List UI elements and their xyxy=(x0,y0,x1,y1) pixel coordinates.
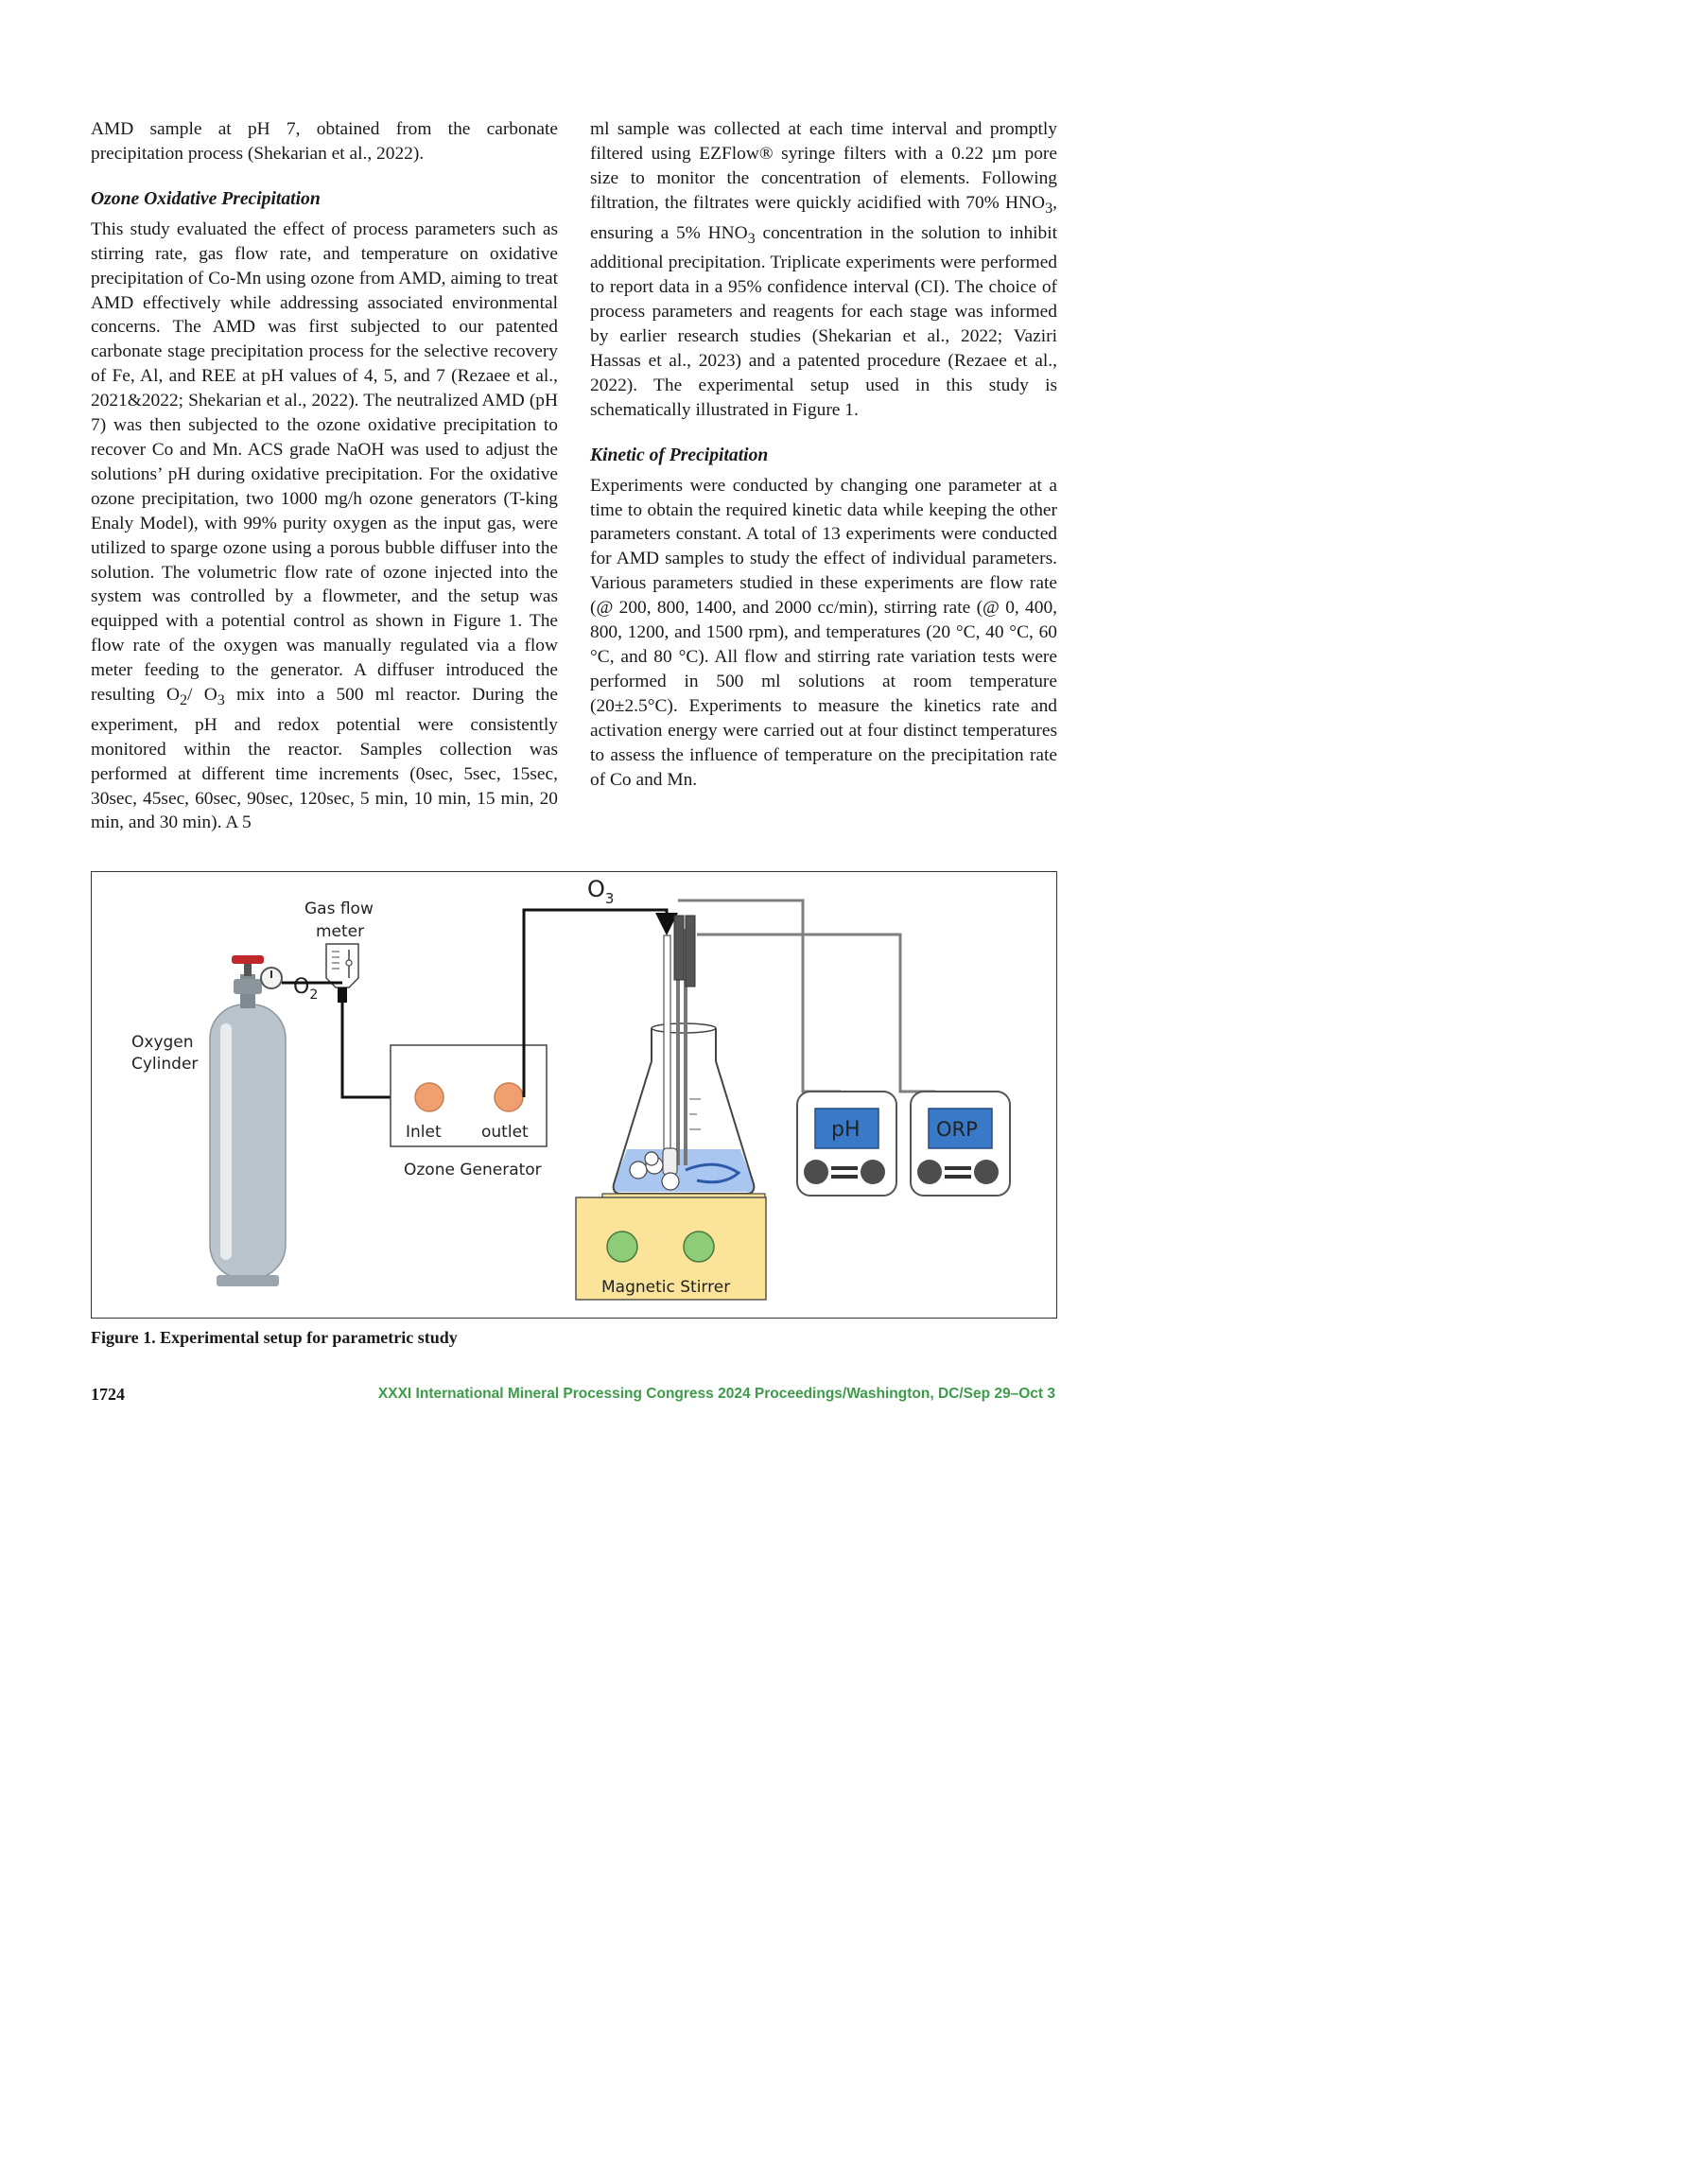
inlet-port-icon xyxy=(415,1083,443,1111)
paragraph xyxy=(590,117,1057,423)
text-run: This study evaluated the effect of process parameters such as stirring rate, gas flow rate, and temperature on oxidative precipitation of Co-Mn using ozone from AMD, aiming to treat AMD effectively while addressing associated environmental concerns. The AMD was first subjected to our patented carbonate stage precipitation process for the selective recovery of Fe, Al, and REE at pH values of 4, 5, and 7 (Rezaee et al., 2021&2022; Shekarian et al., 2022). The neutralized AMD (pH 7) was then subjected to the ozone oxidative precipitation to recover Co and Mn. ACS grade NaOH was used to adjust the solutions’ pH during oxidative precipitation. For the oxidative ozone precipitation, two 1000 mg/h ozone generators (T-king Enaly Model), with 99% purity oxygen as the input gas, were utilized to sparge ozone using a porous bubble diffuser into the solution. The volumetric flow rate of ozone injected into the system was controlled by a flowmeter, and the setup was equipped with a potential control as shown in Figure 1. The flow rate of the oxygen was manually regulated via a flow meter feeding to the generator. A diffuser introduced the resulting O xyxy=(91,218,558,706)
ph-probe-cable xyxy=(678,900,841,1092)
right-column xyxy=(590,117,1057,792)
text-run: , ensuring a 5% HNO xyxy=(590,192,1057,243)
text-run: mix into a 500 ml reactor. During the experiment, pH and redox potential were consistently monitored within the reactor. Samples collection was performed at different time increments (0sec, 5sec, 15sec, 30sec, 45sec, 60sec, 90sec, 120sec, 5 min, 10 min, 15 min, 20 min, and 30 min). A 5 xyxy=(91,685,558,833)
text-run: ml sample was collected at each time interval and promptly filtered using EZFlow® syringe filters with a 0.22 µm pore size to monitor the concentration of elements. Following filtration, the filtrates were quickly acidified with 70% HNO xyxy=(590,119,1057,213)
stirrer-knob-icon xyxy=(684,1232,714,1262)
ph-label: pH xyxy=(831,1118,861,1142)
meter-connector xyxy=(831,1175,858,1179)
section-heading: Kinetic of Precipitation xyxy=(590,445,769,465)
reactor-flask xyxy=(614,916,755,1194)
text-run: concentration in the solution to inhibit additional precipitation. Triplicate experiments were performed to report data in a 95% confidence interval (CI). The choice of process parameters and reagents for each stage was informed by earlier research studies (Shekarian et al., 2022; Vaziri Hassas et al., 2023) and a patented procedure (Rezaee et al., 2022). The experimental setup used in this study is schematically illustrated in Figure 1. xyxy=(590,222,1057,420)
flowmeter-float xyxy=(346,960,352,966)
section-heading: Ozone Oxidative Precipitation xyxy=(91,188,321,209)
gas-flow-meter xyxy=(293,900,374,1003)
orp-meter xyxy=(911,1092,1010,1196)
gas-flow-meter-label: Gas flow xyxy=(304,900,374,918)
outlet-label: outlet xyxy=(481,1123,529,1142)
meter-connector xyxy=(945,1166,971,1170)
outlet-port-icon xyxy=(495,1083,523,1111)
meter-connector xyxy=(945,1175,971,1179)
left-column xyxy=(91,117,558,835)
o3-label: $O_3$ xyxy=(587,876,615,907)
meter-connector xyxy=(831,1166,858,1170)
paragraph: AMD sample at pH 7, obtained from the carbonate precipitation process (Shekarian et al., 2022). xyxy=(91,119,558,164)
gas-bubble xyxy=(662,1173,679,1190)
paragraph: Experiments were conducted by changing one parameter at a time to obtain the required kinetic data while keeping the other parameters constant. A total of 13 experiments were conducted for AMD samples to study the effect of individual parameters. Various parameters studied in these experiments are flow rate (@ 200, 800, 1400, and 2000 cc/min), stirring rate (@ 0, 400, 800, 1200, and 1500 rpm), and temperatures (20 °C, 40 °C, 60 °C, and 80 °C). All flow and stirring rate variation tests were performed in 500 ml solutions at room temperature (20±2.5°C). Experiments to measure the kinetics rate and activation energy were carried out at four distinct temperatures to assess the influence of temperature on the precipitation rate of Co and Mn. xyxy=(590,475,1057,790)
gas-bubble xyxy=(645,1152,658,1165)
text-run: / O xyxy=(187,685,217,706)
valve-stem xyxy=(244,963,252,976)
conference-footer: XXXI International Mineral Processing Congress 2024 Proceedings/Washington, DC/Sep 29–Oct 3 xyxy=(377,1386,1055,1402)
magnetic-stirrer-label: Magnetic Stirrer xyxy=(601,1278,731,1297)
subscript: 2 xyxy=(180,691,188,708)
cylinder-base xyxy=(217,1275,279,1286)
meter-button-icon xyxy=(804,1160,828,1184)
experimental-setup-diagram xyxy=(92,872,1056,1318)
flowmeter-outlet xyxy=(338,987,347,1003)
magnetic-stirrer xyxy=(576,1194,766,1300)
page-number: 1724 xyxy=(91,1385,125,1404)
meter-button-icon xyxy=(974,1160,999,1184)
inlet-label: Inlet xyxy=(406,1123,442,1142)
cylinder-highlight xyxy=(220,1023,232,1260)
subscript: 3 xyxy=(747,230,756,247)
ph-meter xyxy=(797,1092,896,1196)
oxygen-cylinder xyxy=(131,955,286,1286)
meter-button-icon xyxy=(861,1160,885,1184)
ozone-generator-label: Ozone Generator xyxy=(404,1161,542,1179)
gas-flow-meter-label: meter xyxy=(316,922,365,941)
stirrer-knob-icon xyxy=(607,1232,637,1262)
o2-label: $O_2$ xyxy=(293,975,319,1003)
meter-button-icon xyxy=(917,1160,942,1184)
orp-probe-cable xyxy=(697,935,935,1092)
stir-bar xyxy=(663,1148,677,1175)
paragraph xyxy=(91,218,558,836)
gas-bubble xyxy=(630,1162,647,1179)
orp-label: ORP xyxy=(936,1118,978,1141)
figure-frame xyxy=(91,871,1057,1319)
flowmeter-body xyxy=(326,944,358,987)
oxygen-cylinder-label: Cylinder xyxy=(131,1055,199,1074)
diffuser-tube xyxy=(664,935,670,1170)
probe-head xyxy=(686,916,695,987)
probe-head xyxy=(674,916,684,980)
valve-handle-icon xyxy=(232,955,264,964)
figure-caption: Figure 1. Experimental setup for parametric study xyxy=(91,1328,458,1347)
subscript: 3 xyxy=(1045,200,1053,217)
valve-side xyxy=(234,979,262,994)
subscript: 3 xyxy=(217,691,225,708)
oxygen-cylinder-label: Oxygen xyxy=(131,1033,194,1052)
